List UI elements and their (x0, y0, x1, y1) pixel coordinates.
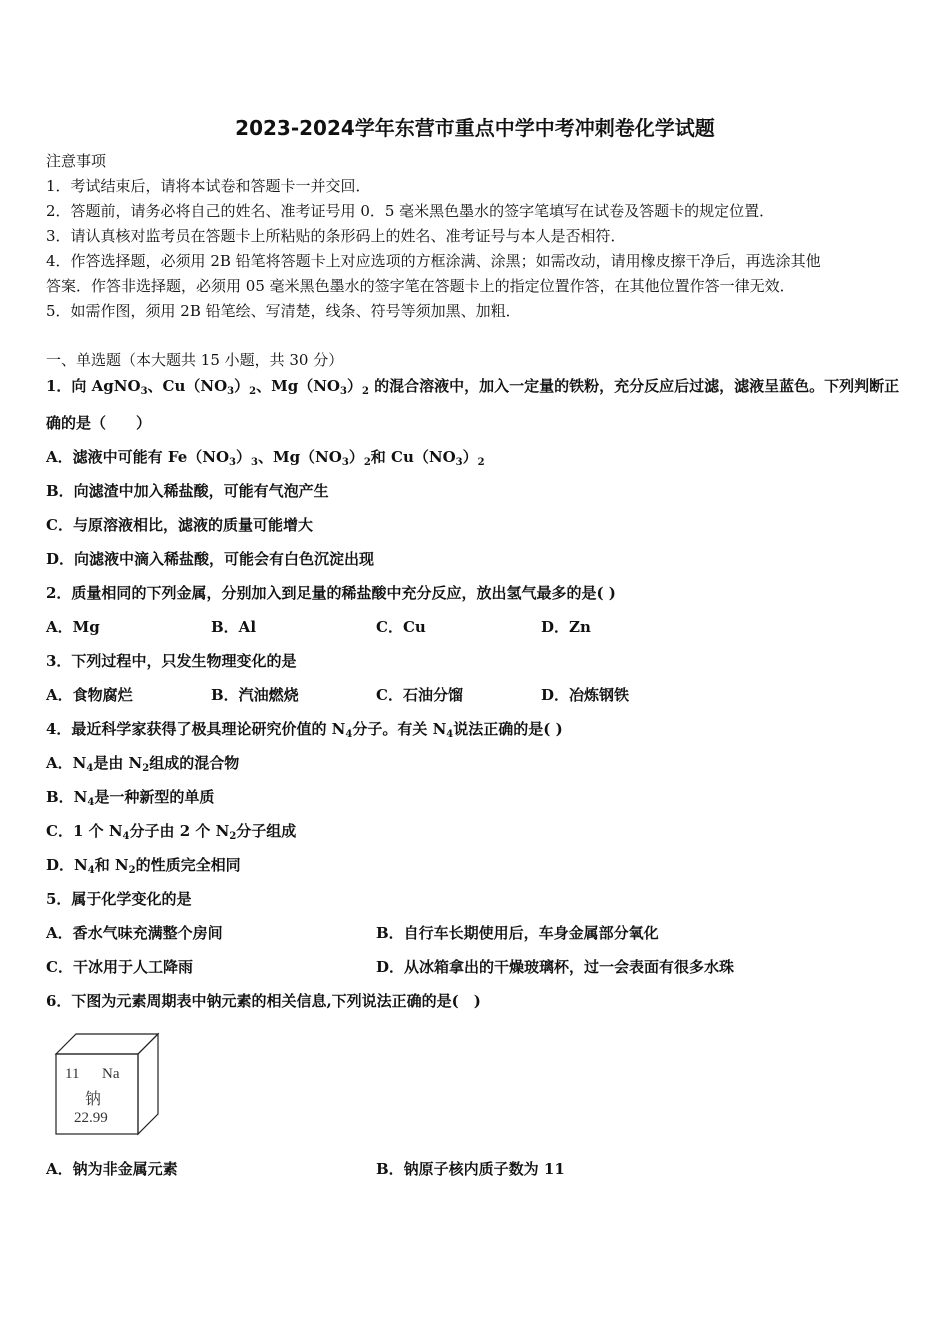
question-5-option-b: B．自行车长期使用后，车身金属部分氧化 (376, 924, 659, 942)
question-4-stem: 4．最近科学家获得了极具理论研究价值的 $N_4$分子。有关 $N_4$说法正确的是( ) (46, 720, 563, 740)
section-heading: 一、单选题（本大题共 15 小题，共 30 分） (46, 351, 344, 369)
atomic-number: 11 (65, 1066, 80, 1082)
question-3-option-d: D．冶炼钢铁 (541, 686, 630, 704)
question-3-option-c: C．石油分馏 (376, 686, 463, 704)
note-item: 3．请认真核对监考员在答题卡上所粘贴的条形码上的姓名、准考证号与本人是否相符． (46, 227, 626, 245)
element-symbol: Na (102, 1066, 120, 1082)
question-4-option-c: C．1 个 $N_4$分子由 2 个 $N_2$分子组成 (46, 822, 297, 842)
question-3-stem: 3．下列过程中，只发生物理变化的是 (46, 652, 297, 670)
note-item: 5．如需作图，须用 2B 铅笔绘、写清楚，线条、符号等须加黑、加粗． (46, 302, 521, 320)
question-3-option-b: B．汽油燃烧 (211, 686, 299, 704)
question-1-option-c: C．与原溶液相比，滤液的质量可能增大 (46, 516, 313, 534)
question-2-option-a: A．Mg (46, 618, 100, 636)
question-6-option-a: A．钠为非金属元素 (46, 1160, 178, 1178)
notes-heading: 注意事项 (46, 152, 107, 170)
question-3-option-a: A．食物腐烂 (46, 686, 133, 704)
note-item: 2．答题前，请务必将自己的姓名、准考证号用 0．5 毫米黑色墨水的签字笔填写在试卷及答题卡的规定位置． (46, 202, 775, 220)
question-2-option-b: B．Al (211, 618, 257, 636)
question-1-stem: 1．向 AgNO$_3$、$Cu(NO_3)_2$、$Mg(NO_3)_2$ 的混合溶液中，加入一定量的铁粉，充分反应后过滤，滤液呈蓝色。下列判断正 (46, 377, 900, 397)
question-6-stem: 6．下图为元素周期表中钠元素的相关信息,下列说法正确的是( ) (46, 992, 481, 1010)
question-1-stem-cont: 确的是（ ） (46, 414, 152, 432)
question-5-stem: 5．属于化学变化的是 (46, 890, 192, 908)
note-item: 1．考试结束后，请将本试卷和答题卡一并交回． (46, 177, 371, 195)
question-4-option-d: D．$N_4$和 $N_2$的性质完全相同 (46, 856, 241, 876)
question-6-option-b: B．钠原子核内质子数为 11 (376, 1160, 565, 1178)
note-item: 答案．作答非选择题，必须用 05 毫米黑色墨水的签字笔在答题卡上的指定位置作答，在其他位置作答一律无效． (46, 277, 795, 295)
question-2-option-d: D．Zn (541, 618, 591, 636)
page-title: 2023-2024学年东营市重点中学中考冲刺卷化学试题 (235, 116, 715, 140)
question-5-option-d: D．从冰箱拿出的干燥玻璃杯，过一会表面有很多水珠 (376, 958, 735, 976)
sodium-element-figure (52, 1030, 162, 1140)
question-4-option-b: B．$N_4$是一种新型的单质 (46, 788, 215, 808)
question-1-option-a: A．滤液中可能有 $Fe(NO_3)_3$、$Mg(NO_3)_2$和 $Cu(NO_3)_2$ (46, 448, 485, 468)
atomic-mass: 22.99 (74, 1110, 108, 1126)
note-item: 4．作答选择题，必须用 2B 铅笔将答题卡上对应选项的方框涂满、涂黑；如需改动，请用橡皮擦干净后，再选涂其他 (46, 252, 821, 270)
question-5-option-c: C．干冰用于人工降雨 (46, 958, 193, 976)
question-1-option-d: D．向滤液中滴入稀盐酸，可能会有白色沉淀出现 (46, 550, 375, 568)
question-5-option-a: A．香水气味充满整个房间 (46, 924, 223, 942)
element-name: 钠 (85, 1089, 102, 1108)
question-2-stem: 2．质量相同的下列金属，分别加入到足量的稀盐酸中充分反应，放出氢气最多的是( ) (46, 584, 616, 602)
question-1-option-b: B．向滤渣中加入稀盐酸，可能有气泡产生 (46, 482, 329, 500)
question-4-option-a: A．$N_4$是由 $N_2$组成的混合物 (46, 754, 240, 774)
question-2-option-c: C．Cu (376, 618, 426, 636)
